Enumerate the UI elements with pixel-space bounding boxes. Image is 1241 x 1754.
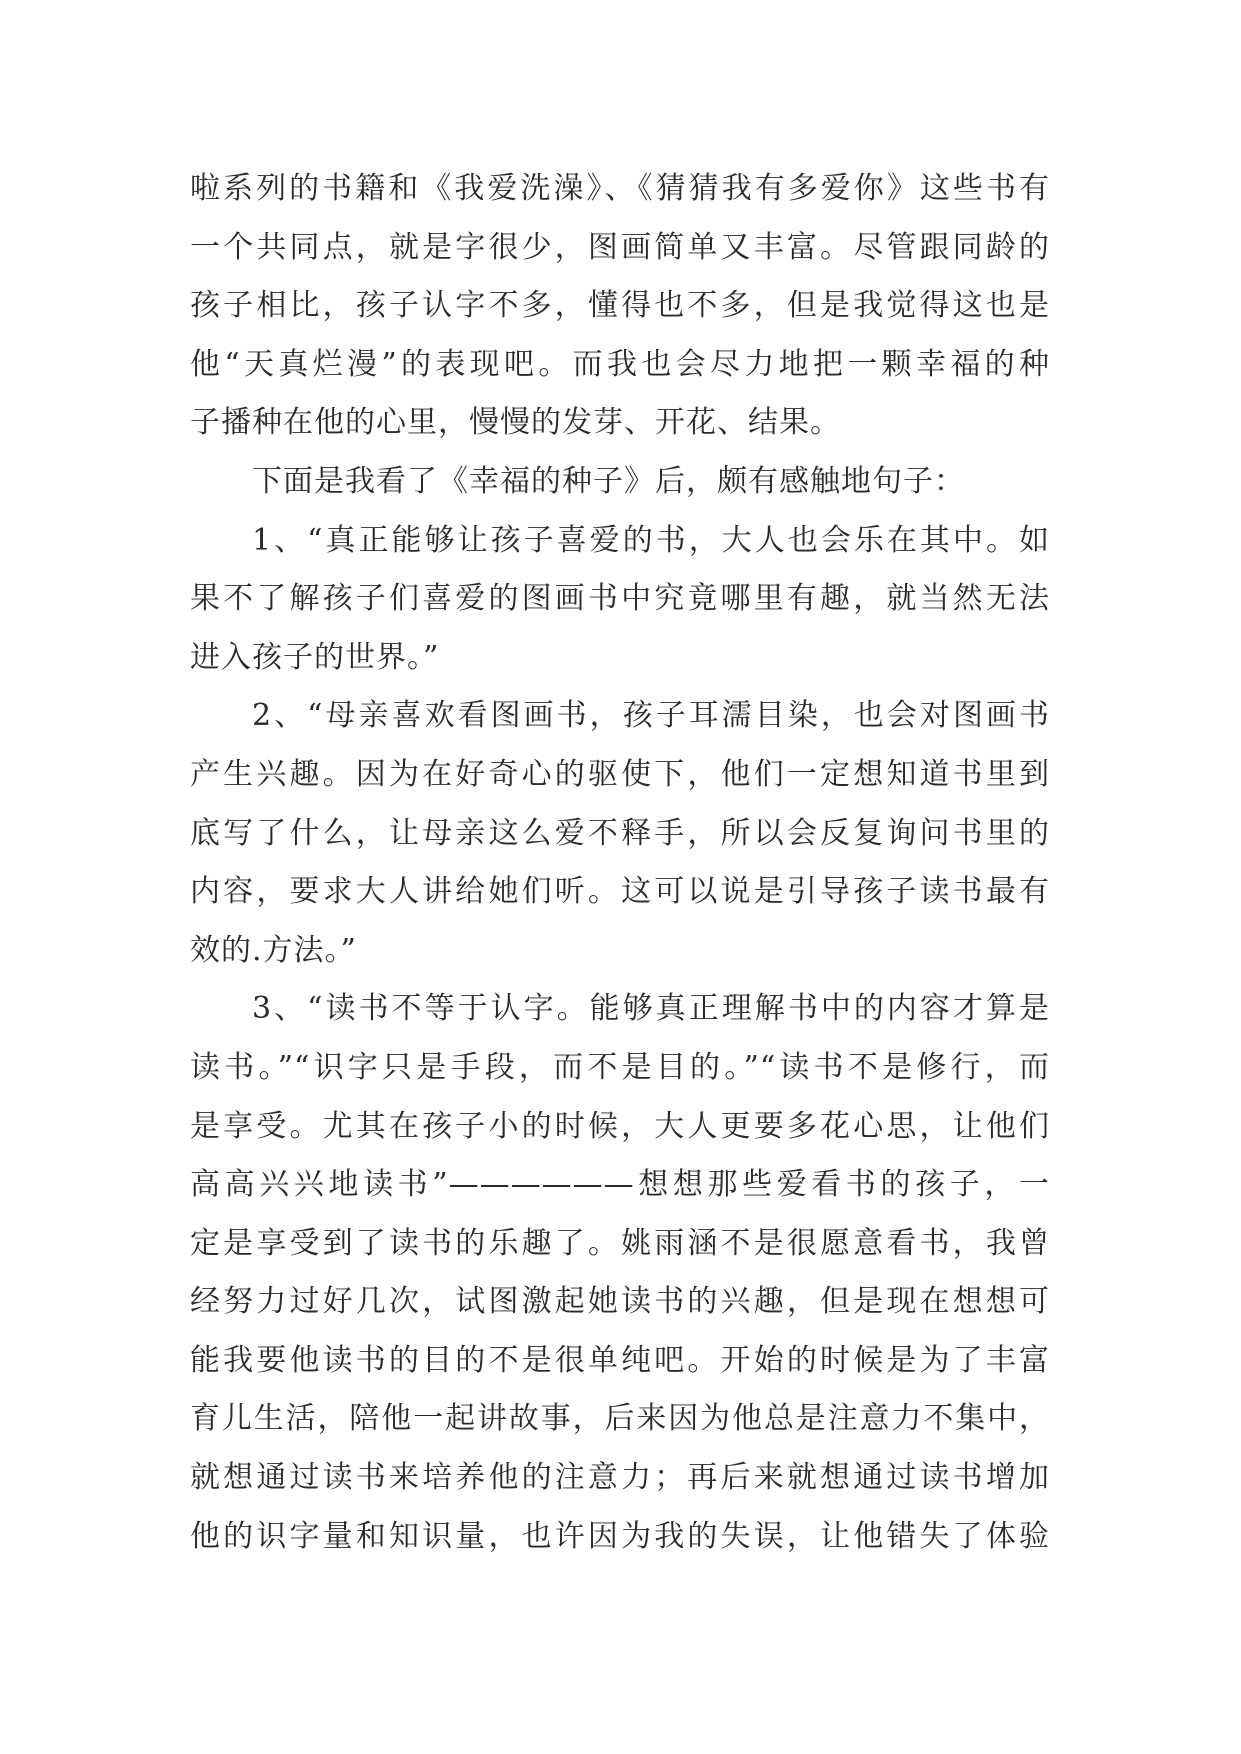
text-line: 孩子相比，孩子认字不多，懂得也不多，但是我觉得这也是 [190, 288, 1050, 324]
text-line: 效的.方法。” [190, 932, 357, 968]
text-line: 果不了解孩子们喜爱的图画书中究竟哪里有趣，就当然无法 [190, 581, 1050, 617]
text-line: 高高兴兴地读书”——————想想那些爱看书的孩子，一 [190, 1167, 1050, 1203]
text-line: 内容，要求大人讲给她们听。这可以说是引导孩子读书最有 [190, 874, 1050, 910]
text-line: 就想通过读书来培养他的注意力；再后来就想通过读书增加 [190, 1460, 1050, 1496]
text-line: 读书。”“识字只是手段，而不是目的。”“读书不是修行，而 [190, 1049, 1050, 1085]
text-line: 是享受。尤其在孩子小的时候，大人更要多花心思，让他们 [190, 1108, 1050, 1144]
text-line: 定是享受到了读书的乐趣了。姚雨涵不是很愿意看书，我曾 [190, 1225, 1050, 1261]
text-line: 能我要他读书的目的不是很单纯吧。开始的时候是为了丰富 [190, 1342, 1050, 1378]
text-line: 进入孩子的世界。” [190, 639, 440, 675]
body-text [190, 160, 1050, 1566]
text-line: 他的识字量和知识量，也许因为我的失误，让他错失了体验 [190, 1518, 1050, 1554]
text-line: 底写了什么，让母亲这么爱不释手，所以会反复询问书里的 [190, 815, 1050, 851]
text-line: 啦系列的书籍和《我爱洗澡》、《猜猜我有多爱你》这些书有 [190, 171, 1050, 206]
text-line: 一个共同点，就是字很少，图画简单又丰富。尽管跟同龄的 [190, 229, 1050, 265]
text-line: 产生兴趣。因为在好奇心的驱使下，他们一定想知道书里到 [190, 756, 1050, 792]
text-line: 子播种在他的心里，慢慢的发芽、开花、结果。 [190, 405, 841, 441]
text-line: 2、“母亲喜欢看图画书，孩子耳濡目染，也会对图画书 [252, 698, 1050, 734]
text-line: 1、“真正能够让孩子喜爱的书，大人也会乐在其中。如 [252, 522, 1050, 558]
text-line: 经努力过好几次，试图激起她读书的兴趣，但是现在想想可 [190, 1284, 1050, 1320]
text-line: 3、“读书不等于认字。能够真正理解书中的内容才算是 [252, 991, 1050, 1027]
text-line: 下面是我看了《幸福的种子》后，颇有感触地句子： [252, 463, 965, 499]
text-line: 他“天真烂漫”的表现吧。而我也会尽力地把一颗幸福的种 [190, 346, 1050, 382]
text-line: 育儿生活，陪他一起讲故事，后来因为他总是注意力不集中， [190, 1401, 1050, 1437]
